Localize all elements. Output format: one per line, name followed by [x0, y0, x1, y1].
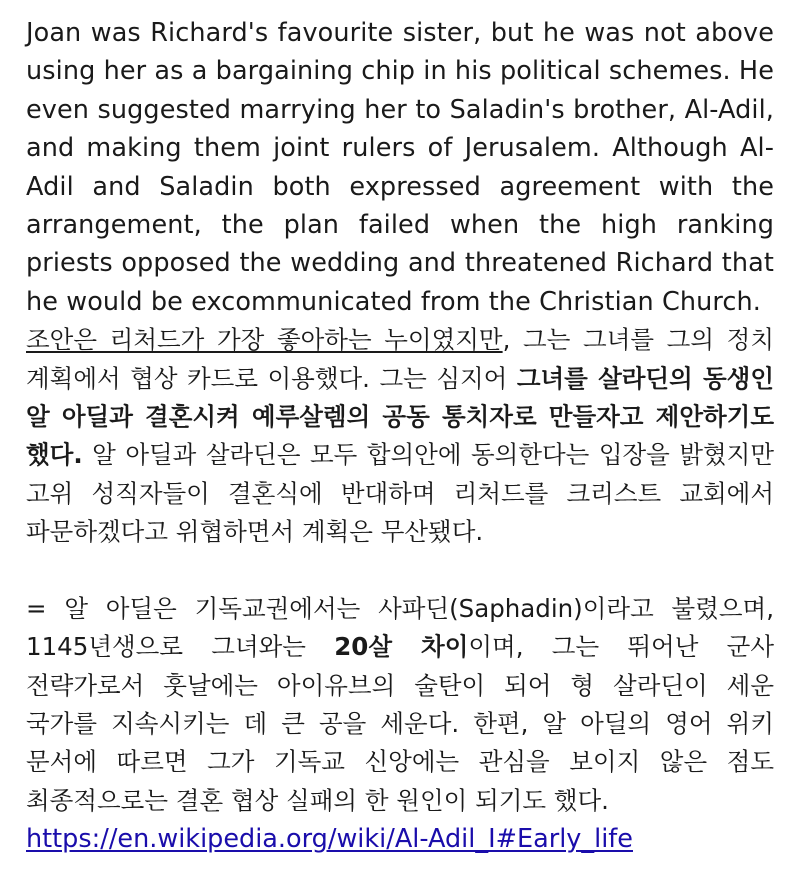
- bold-phrase: 그녀를 살라딘의 동생인 알 아딜과 결혼시켜 예루살렘의 공동 통치자로 만들자고 제안하기도 했다.: [26, 363, 774, 470]
- note-text-part: 이며, 그는 뛰어난 군사 전략가로서 훗날에는 아이유브의 술탄이 되어 형 살라딘이 세운 국가를 지속시키는 데 큰 공을 세운다. 한편, 알 아딜의 영어 위키 문서에 따르면 그가 기독교 신앙에는 관심을 보이지 않은 점도 최종적으로는 결혼 협상 실패의 한 원인이 되기도 했다.: [26, 632, 775, 815]
- wikipedia-link[interactable]: https://en.wikipedia.org/wiki/Al-Adil_I#Early_life: [26, 824, 633, 855]
- korean-text-part: 알 아딜과 살라딘은 모두 합의안에 동의한다는 입장을 밝혔지만 고위 성직자들이 결혼식에 반대하며 리처드를 크리스트 교회에서 파문하겠다고 위협하면서 계획은 무산됐다.: [26, 440, 774, 547]
- note-paragraph: [26, 590, 774, 820]
- korean-translation-paragraph: [26, 321, 774, 551]
- bold-age-gap: 20살 차이: [334, 632, 469, 662]
- paragraph-spacer: [26, 552, 774, 590]
- underlined-phrase: 조안은 리처드가 가장 좋아하는 누이였지만: [26, 325, 503, 355]
- note-text-part: = 알 아딜은 기독교권에서는 사파딘(Saphadin)이라고 불렸으며, 1145년생으로 그녀와는: [26, 593, 774, 662]
- english-paragraph: Joan was Richard's favourite sister, but he was not above using her as a bargaining chip in his political schemes. He even suggested marrying her to Saladin's brother, Al-Adil, and making them joint rulers of Jerusalem. Although Al-Adil and Saladin both expressed agreement with the arrangement, the plan failed when the high ranking priests opposed the wedding and threatened Richard that he would be excommunicated from the Christian Church.: [26, 18, 774, 317]
- korean-text-part: , 그는 그녀를 그의 정치 계획에서 협상 카드로 이용했다. 그는 심지어: [26, 325, 774, 393]
